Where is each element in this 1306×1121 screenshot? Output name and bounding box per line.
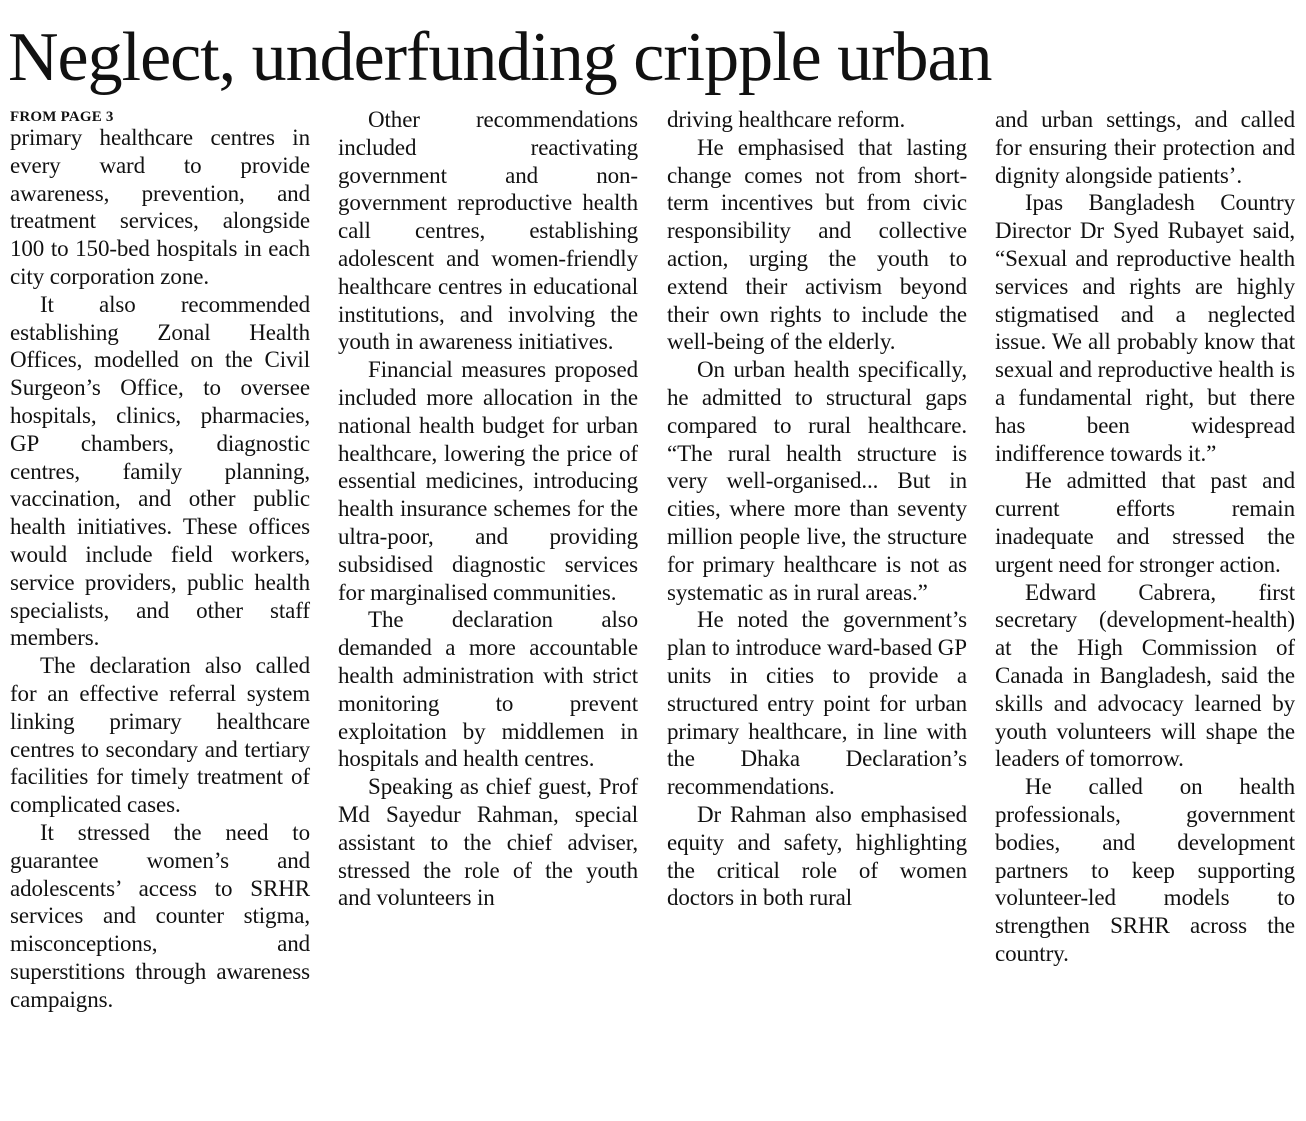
- paragraph: Edward Cabrera, first secretary (development-health) at the High Commission of Canada in Bangladesh, said the skills and advocacy learned by youth volunteers will shape the leaders of tomorrow.: [995, 579, 1295, 772]
- paragraph: On urban health specifically, he admitted to structural gaps compared to rural healthcare. “The rural health structure is very well-organised... But in cities, where more than seventy million people live, the structure for primary healthcare is not as systematic as in rural areas.”: [667, 357, 967, 605]
- paragraph: He admitted that past and current efforts remain inadequate and stressed the urgent need for stronger action.: [995, 468, 1295, 577]
- continuation-kicker: FROM PAGE 3: [10, 109, 114, 125]
- paragraph: Speaking as chief guest, Prof Md Sayedur Rahman, special assistant to the chief adviser, stressed the role of the youth and volunteers in: [338, 774, 638, 911]
- column-2: [338, 106, 638, 912]
- paragraph: Ipas Bangladesh Country Director Dr Syed Rubayet said, “Sexual and reproductive health services and rights are highly stigmatised and a neglected issue. We all probably know that sexual and reproductive health is a fundamental right, but there has been widespread indifference towards it.”: [995, 190, 1295, 466]
- paragraph: The declaration also demanded a more accountable health administration with strict monitoring to prevent exploitation by middlemen in hospitals and health centres.: [338, 607, 638, 772]
- paragraph: He emphasised that lasting change comes not from short-term incentives but from civic responsibility and collective action, urging the youth to extend their activism beyond their own rights to include the well-being of the elderly.: [667, 134, 967, 355]
- paragraph: Financial measures proposed included more allocation in the national health budget for urban healthcare, lowering the price of essential medicines, introducing health insurance schemes for the ultra-poor, and providing subsidised diagnostic services for marginalised communities.: [338, 357, 638, 605]
- headline: Neglect, underfunding cripple urban: [8, 19, 992, 96]
- column-1: [10, 106, 310, 1014]
- paragraph: primary healthcare centres in every ward to provide awareness, prevention, and treatment services, alongside 100 to 150-bed hospitals in each city corporation zone.: [10, 125, 310, 289]
- paragraph: Dr Rahman also emphasised equity and safety, highlighting the critical role of women doctors in both rural: [667, 801, 967, 911]
- paragraph: He noted the government’s plan to introduce ward-based GP units in cities to provide a structured entry point for urban primary healthcare, in line with the Dhaka Declaration’s recommendations.: [667, 607, 967, 800]
- paragraph: Other recommendations included reactivating government and non-government reproductive health call centres, establishing adolescent and women-friendly healthcare centres in educational institutions, and involving the youth in awareness initiatives.: [338, 107, 638, 355]
- paragraph: It also recommended establishing Zonal Health Offices, modelled on the Civil Surgeon’s Office, to oversee hospitals, clinics, pharmacies, GP chambers, diagnostic centres, family planning, vaccination, and other public health initiatives. These offices would include field workers, service providers, public health specialists, and other staff members.: [10, 291, 310, 651]
- column-3: [667, 106, 967, 912]
- paragraph: He called on health professionals, government bodies, and development partners to keep supporting volunteer-led models to strengthen SRHR across the country.: [995, 774, 1295, 966]
- paragraph: and urban settings, and called for ensuring their protection and dignity alongside patients’.: [995, 107, 1295, 188]
- article-body: [10, 106, 1296, 1116]
- paragraph: It stressed the need to guarantee women’s and adolescents’ access to SRHR services and counter stigma, misconceptions, and superstitions through awareness campaigns.: [10, 819, 310, 1012]
- column-4: [995, 106, 1295, 968]
- paragraph: The declaration also called for an effective referral system linking primary healthcare centres to secondary and tertiary facilities for timely treatment of complicated cases.: [10, 653, 310, 818]
- paragraph: driving healthcare reform.: [667, 107, 906, 132]
